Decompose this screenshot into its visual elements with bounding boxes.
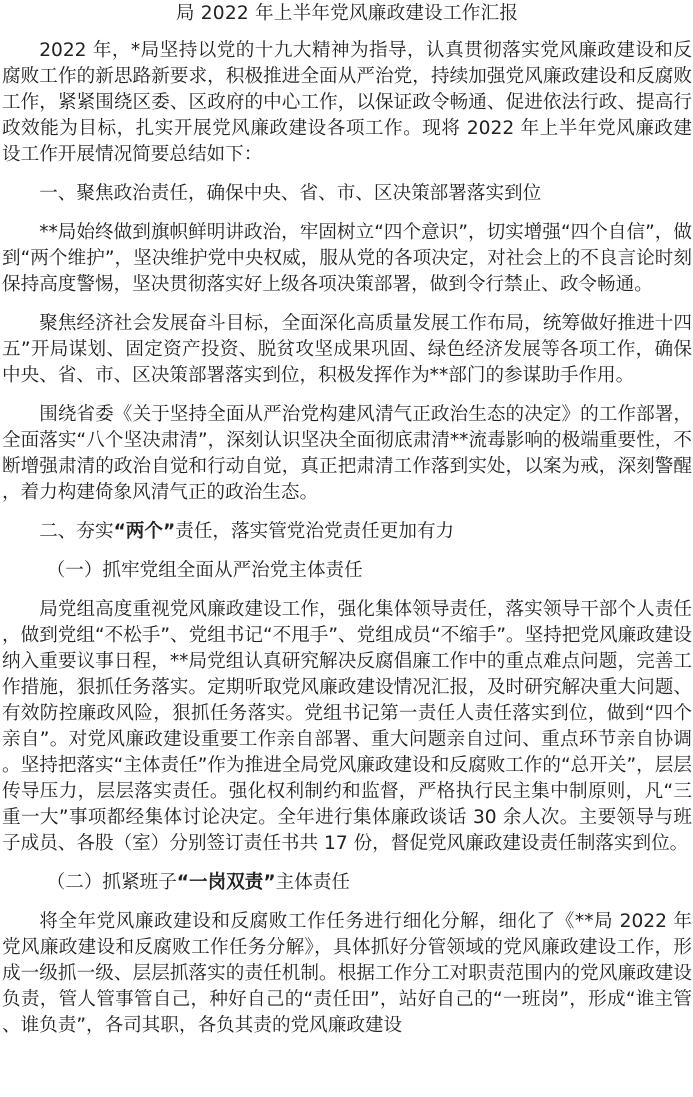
- spacer: [2, 168, 692, 181]
- spacer: [2, 27, 692, 38]
- document-page: [2, 0, 692, 1039]
- section-1-heading: 一、聚焦政治责任，确保中央、省、市、区决策部署落实到位: [39, 183, 542, 204]
- spacer: [2, 896, 692, 909]
- section-1-paragraph-3: 围绕省委《关于坚持全面从严治党构建风清气正政治生态的决定》的工作部署，全面落实“八个坚决肃清”，深刻认识坚决全面彻底肃清**流毒影响的极端重要性，不断增强肃清的政治自觉和行动自觉，真正把肃清工作落到实处，以案为戒，深刻警醒，着力构建倚象风清气正的政治生态。: [2, 404, 692, 503]
- spacer: [2, 545, 692, 558]
- section-1-paragraph-2: 聚焦经济社会发展奋斗目标，全面深化高质量发展工作布局，统筹做好推进十四五”开局谋划、固定资产投资、脱贫攻坚成果巩固、绿色经济发展等各项工作，确保中央、省、市、区决策部署落实到位，积极发挥作为**部门的参谋助手作用。: [2, 313, 692, 386]
- section-1-paragraph-1: **局始终做到旗帜鲜明讲政治，牢固树立“四个意识”，切实增强“四个自信”，做到“两个维护”，坚决维护党中央权威，服从党的各项决定，对社会上的不良言论时刻保持高度警惕，坚决贯彻落实好上级各项决策部署，做到令行禁止、政令畅通。: [2, 222, 692, 295]
- spacer: [2, 584, 692, 597]
- subsection-2-heading-bold: “一岗双责”: [176, 872, 276, 893]
- spacer: [2, 389, 692, 402]
- spacer: [2, 207, 692, 220]
- spacer: [2, 857, 692, 870]
- section-2-heading-pre: 二、夯实: [39, 521, 114, 542]
- subsection-2-heading-post: 主体责任: [275, 872, 351, 893]
- section-2-heading-bold: “两个”: [113, 521, 176, 542]
- subsection-1-heading: （一）抓牢党组全面从严治党主体责任: [46, 560, 363, 581]
- subsection-2-paragraph: 将全年党风廉政建设和反腐败工作任务进行细化分解，细化了《**局 2022 年党风廉政建设和反腐败工作任务分解》，具体抓好分管领域的党风廉政建设工作，形成一级抓一级、层层抓落实的责任机制。根据工作分工对职责范围内的党风廉政建设负责，管人管事管自己，种好自己的“责任田”，站好自己的“一班岗”，形成“谁主管、谁负责”，各司其职，各负其责的党风廉政建设: [2, 911, 692, 1036]
- subsection-1-paragraph: 局党组高度重视党风廉政建设工作，强化集体领导责任，落实领导干部个人责任，做到党组“不松手”、党组书记“不甩手”、党组成员“不缩手”。坚持把党风廉政建设纳入重要议事日程，**局党组认真研究解决反腐倡廉工作中的重点难点问题，完善工作措施，狠抓任务落实。定期听取党风廉政建设情况汇报，及时研究解决重大问题、有效防控廉政风险，狠抓任务落实。党组书记第一责任人责任落实到位，做到“四个亲自”。对党风廉政建设重要工作亲自部署、重大问题亲自过问、重点环节亲自协调。坚持把落实“主体责任”作为推进全局党风廉政建设和反腐败工作的“总开关”，层层传导压力，层层落实责任。强化权利制约和监督，严格执行民主集中制原则，凡“三重一大”事项都经集体讨论决定。全年进行集体廉政谈话 30 余人次。主要领导与班子成员、各股（室）分别签订责任书共 17 份，督促党风廉政建设责任制落实到位。: [2, 599, 692, 854]
- section-2-heading: [2, 519, 692, 545]
- intro-paragraph: 2022 年，*局坚持以党的十九大精神为指导，认真贯彻落实党风廉政建设和反腐败工作的新思路新要求，积极推进全面从严治党，持续加强党风廉政建设和反腐败工作，紧紧围绕区委、区政府的中心工作，以保证政令畅通、促进依法行政、提高行政效能为目标，扎实开展党风廉政建设各项工作。现将 2022 年上半年党风廉政建设工作开展情况简要总结如下：: [2, 40, 692, 165]
- document-title: 局 2022 年上半年党风廉政建设工作汇报: [175, 3, 519, 24]
- subsection-2-heading-pre: （二）抓紧班子: [46, 872, 177, 893]
- subsection-2-heading: [2, 870, 692, 896]
- spacer: [2, 298, 692, 311]
- section-2-heading-post: 责任，落实管党治党责任更加有力: [175, 521, 455, 542]
- spacer: [2, 506, 692, 519]
